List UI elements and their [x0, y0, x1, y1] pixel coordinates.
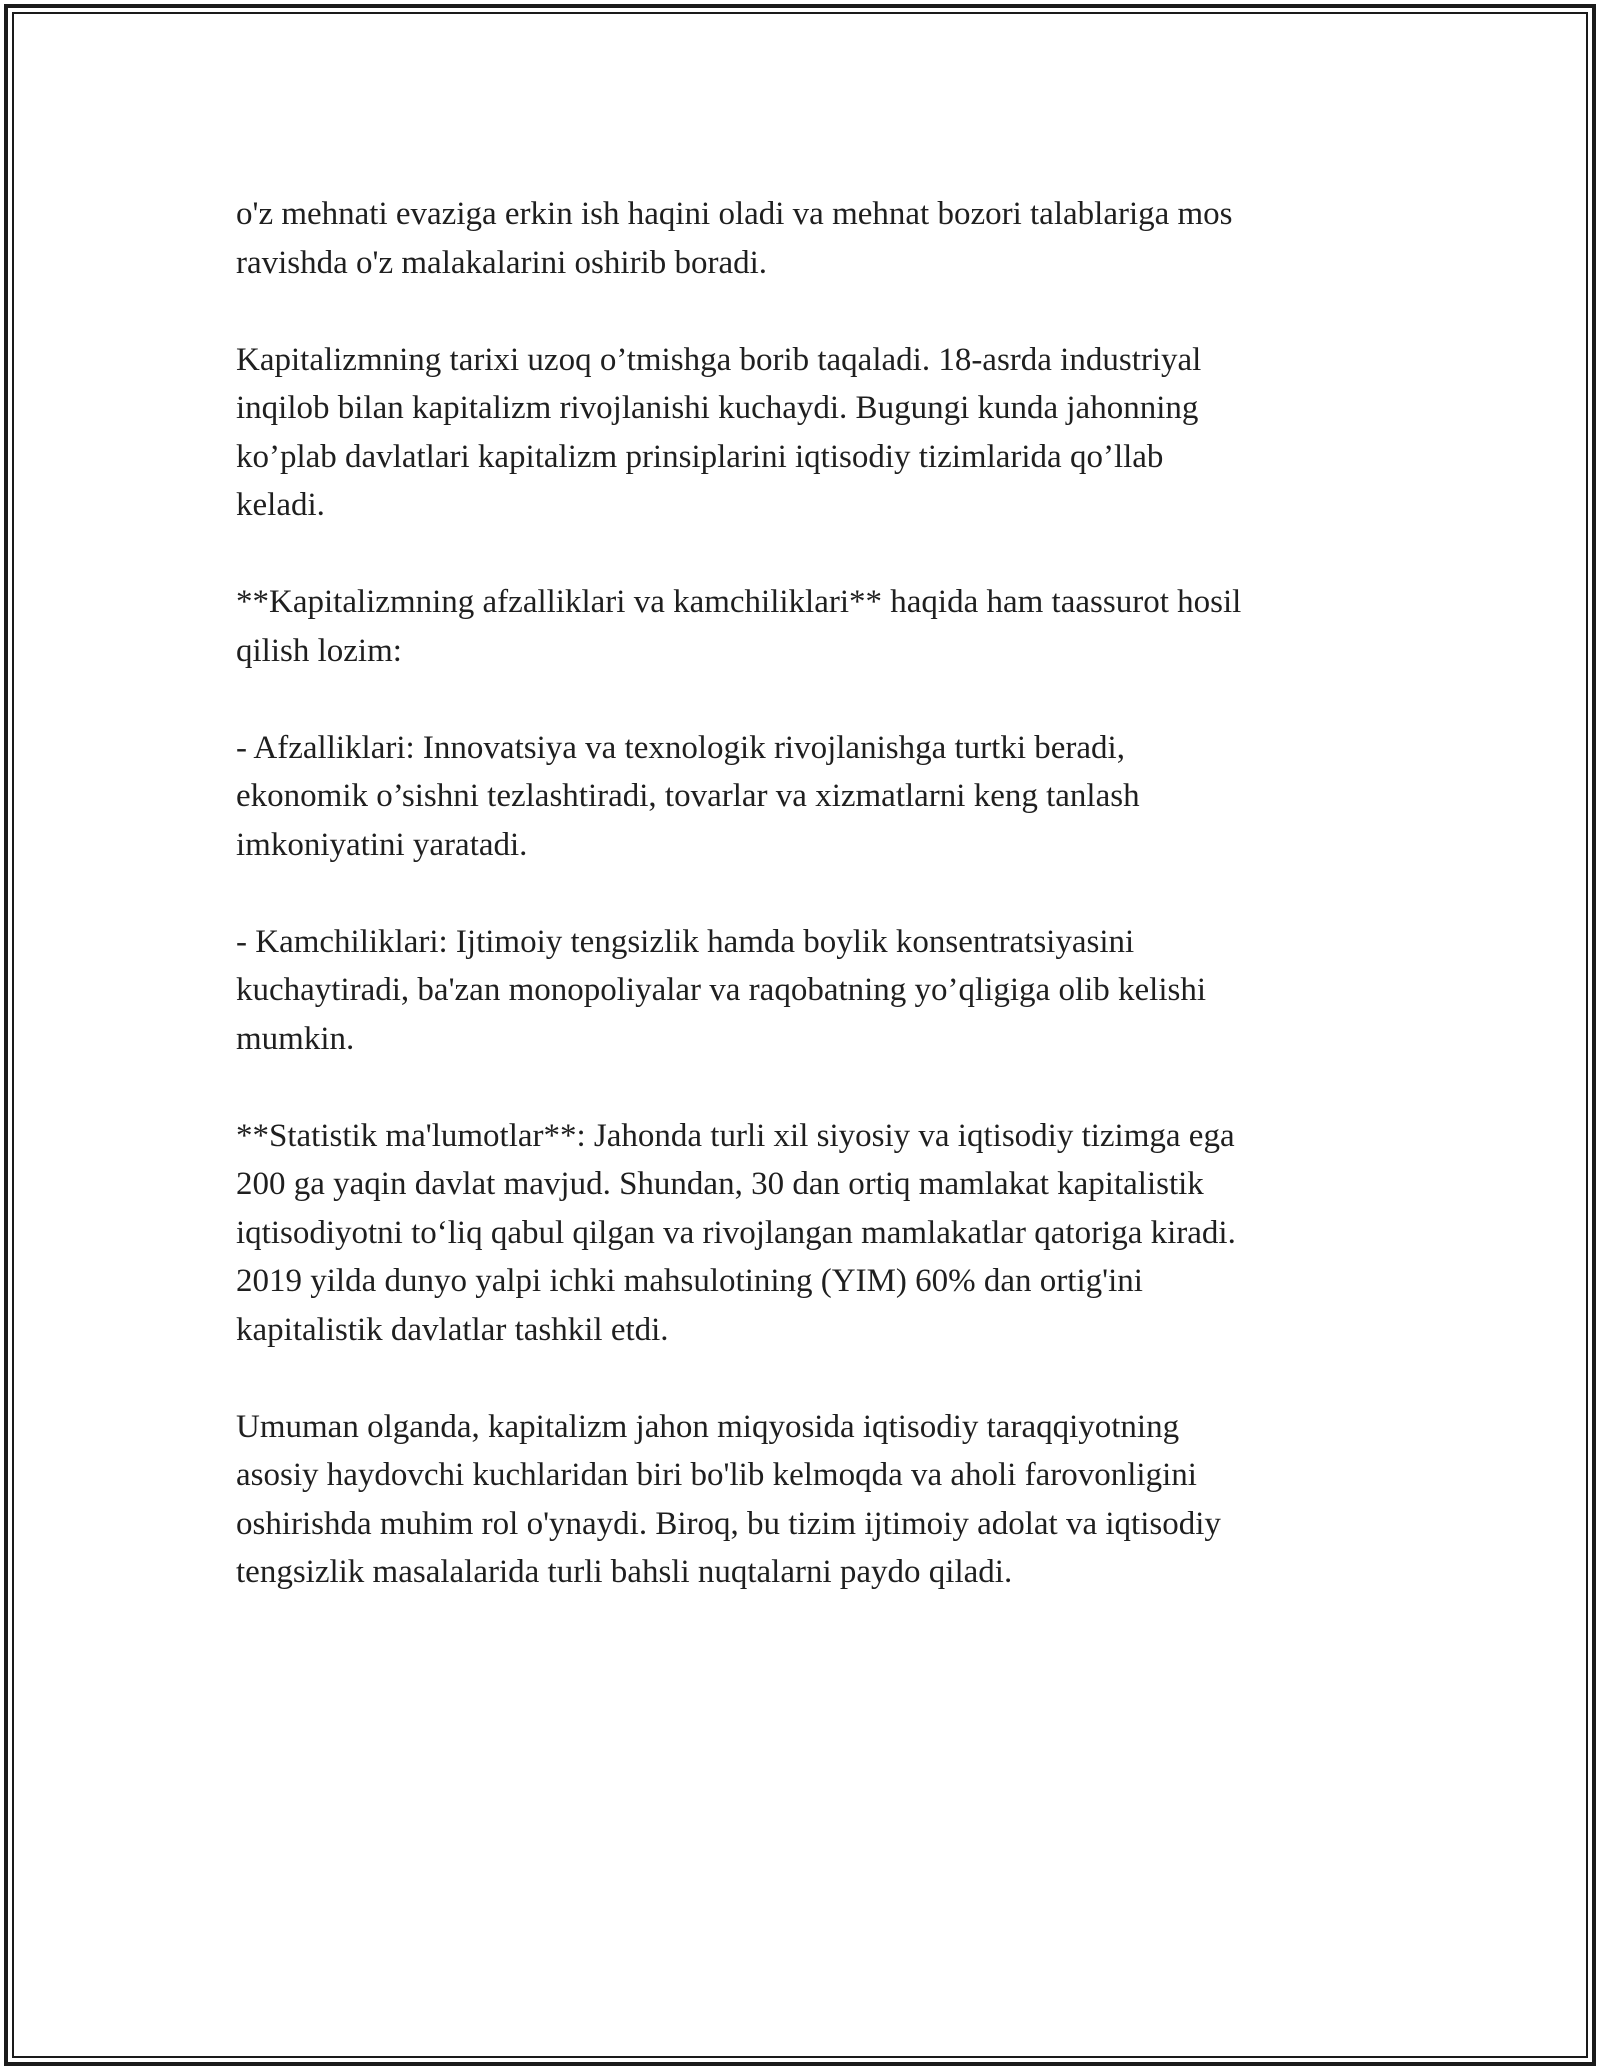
text-line: 2019 yilda dunyo yalpi ichki mahsulotining (YIM) 60% dan ortig'ini	[236, 1263, 1143, 1299]
text-line: qilish lozim:	[236, 632, 402, 669]
paragraph-disadvantages	[236, 918, 1376, 1064]
text-line: Kapitalizmning tarixi uzoq o’tmishga borib taqaladi. 18-asrda industriyal	[236, 341, 1202, 378]
text-line: Umuman olganda, kapitalizm jahon miqyosida iqtisodiy taraqqiyotning	[236, 1408, 1180, 1445]
paragraph-history	[236, 336, 1376, 530]
paragraph-intro-continuation	[236, 190, 1376, 287]
paragraph-advantages	[236, 724, 1376, 870]
paragraph-pros-cons-intro	[236, 578, 1376, 675]
text-line: ravishda o'z malakalarini oshirib boradi.	[236, 244, 768, 281]
text-line: ko’plab davlatlari kapitalizm prinsiplarini iqtisodiy tizimlarida qo’llab	[236, 438, 1164, 475]
text-line: **Kapitalizmning afzalliklari va kamchiliklari** haqida ham taassurot hosil	[236, 584, 1242, 620]
text-line: - Afzalliklari: Innovatsiya va texnologik rivojlanishga turtki beradi,	[236, 729, 1125, 766]
text-line: kuchaytiradi, ba'zan monopoliyalar va raqobatning yo’qligiga olib kelishi	[236, 972, 1207, 1008]
text-line: oshirishda muhim rol o'ynaydi. Biroq, bu tizim ijtimoiy adolat va iqtisodiy	[236, 1505, 1221, 1542]
text-line: iqtisodiyotni to‘liq qabul qilgan va rivojlangan mamlakatlar qatoriga kiradi.	[236, 1214, 1236, 1251]
text-line: 200 ga yaqin davlat mavjud. Shundan, 30 dan ortiq mamlakat kapitalistik	[236, 1166, 1204, 1202]
document-body	[236, 190, 1376, 1645]
text-line: imkoniyatini yaratadi.	[236, 826, 528, 863]
text-line: keladi.	[236, 487, 325, 523]
text-line: o'z mehnati evaziga erkin ish haqini oladi va mehnat bozori talablariga mos	[236, 196, 1233, 232]
paragraph-statistics	[236, 1112, 1376, 1355]
text-line: - Kamchiliklari: Ijtimoiy tengsizlik hamda boylik konsentratsiyasini	[236, 923, 1135, 960]
text-line: kapitalistik davlatlar tashkil etdi.	[236, 1311, 669, 1348]
paragraph-conclusion	[236, 1403, 1376, 1597]
text-line: inqilob bilan kapitalizm rivojlanishi kuchaydi. Bugungi kunda jahonning	[236, 390, 1199, 426]
text-line: **Statistik ma'lumotlar**: Jahonda turli xil siyosiy va iqtisodiy tizimga ega	[236, 1117, 1235, 1154]
text-line: tengsizlik masalalarida turli bahsli nuqtalarni paydo qiladi.	[236, 1554, 1013, 1590]
text-line: mumkin.	[236, 1020, 355, 1057]
text-line: ekonomik o’sishni tezlashtiradi, tovarlar va xizmatlarni keng tanlash	[236, 778, 1140, 814]
text-line: asosiy haydovchi kuchlaridan biri bo'lib kelmoqda va aholi farovonligini	[236, 1457, 1197, 1493]
